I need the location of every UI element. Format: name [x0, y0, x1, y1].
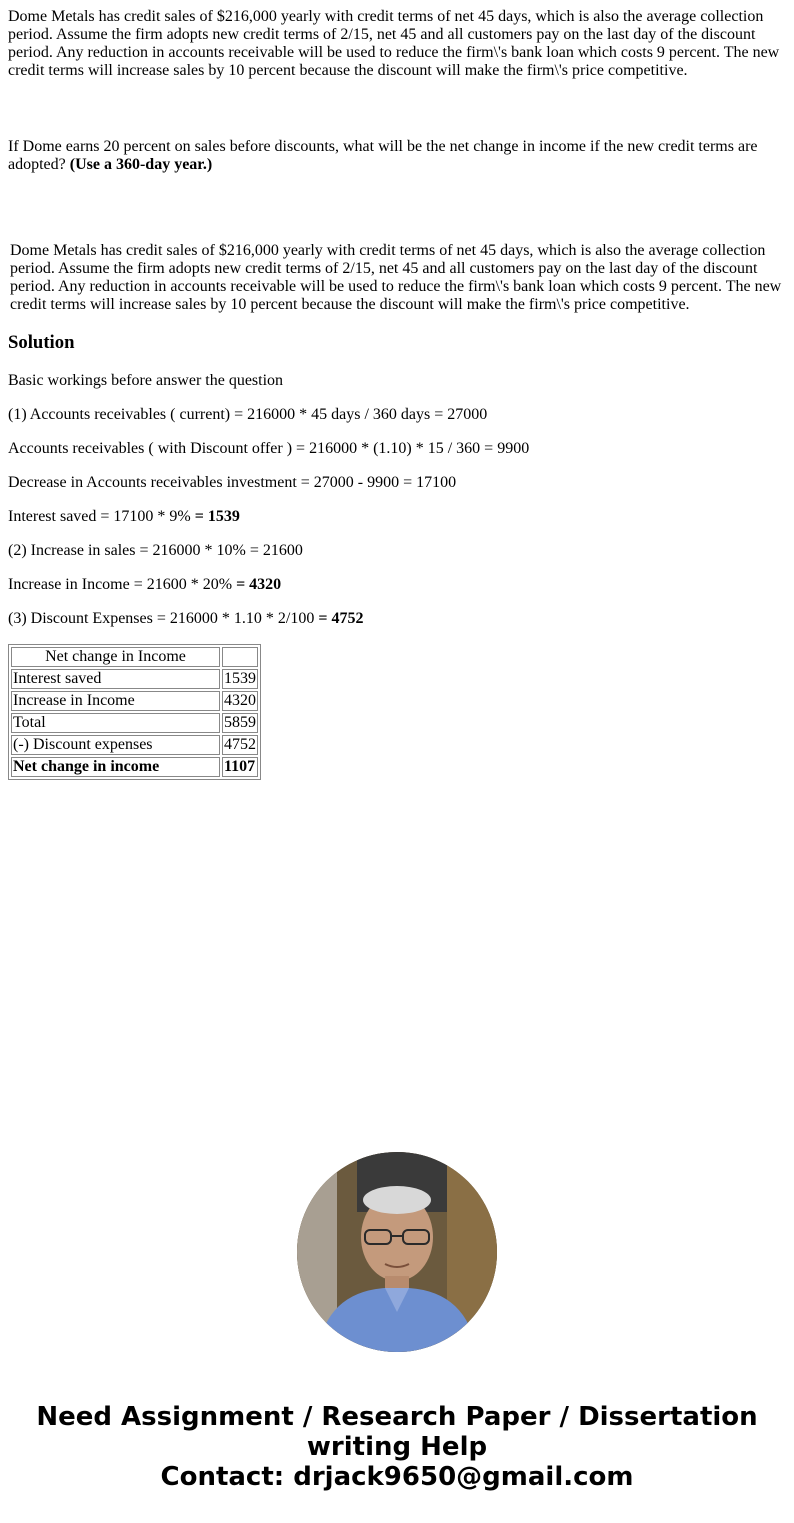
author-portrait-icon	[297, 1152, 497, 1352]
working-line: (1) Accounts receivables ( current) = 216000 * 45 days / 360 days = 27000	[8, 406, 488, 423]
promo-section	[0, 1152, 794, 1492]
table-cell-value: 4752	[224, 736, 256, 753]
author-avatar	[297, 1152, 497, 1352]
working-line: Interest saved = 17100 * 9% = 1539	[8, 508, 240, 525]
table-header-empty-cell	[222, 647, 258, 667]
promo-line-1: Need Assignment / Research Paper / Dissertation	[36, 1402, 758, 1432]
restated-question: Dome Metals has credit sales of $216,000 yearly with credit terms of net 45 days, which is also the average collection period. Assume the firm adopts new credit terms of 2/15, net 45 and all customers pay on the last day of the discount period. Any reduction in accounts receivable will be used to reduce the firm\'s bank loan which costs 9 percent. The new credit terms will increase sales by 10 percent because the discount will make the firm\'s price competitive.	[10, 242, 782, 313]
net-change-table	[8, 644, 261, 780]
table-cell-value: 1539	[224, 670, 256, 687]
table-row	[11, 713, 258, 733]
solution-heading: Solution	[8, 332, 75, 353]
table-row	[11, 735, 258, 755]
working-line: Increase in Income = 21600 * 20% = 4320	[8, 576, 282, 593]
table-row-total	[11, 757, 258, 777]
table-row	[11, 669, 258, 689]
table-header-row	[11, 647, 258, 667]
solution-intro: Basic workings before answer the question	[8, 372, 284, 389]
table-cell-label: Net change in income	[11, 757, 220, 777]
question-prompt	[8, 138, 786, 174]
promo-contact: Contact: drjack9650@gmail.com	[160, 1462, 634, 1492]
working-line: Accounts receivables ( with Discount offer ) = 216000 * (1.10) * 15 / 360 = 9900	[8, 440, 530, 457]
table-cell-label: (-) Discount expenses	[11, 735, 220, 755]
working-line: (3) Discount Expenses = 216000 * 1.10 * 2/100 = 4752	[8, 610, 364, 627]
table-cell-value: 4320	[224, 692, 256, 709]
promo-line-2: writing Help	[306, 1432, 488, 1462]
question-prompt-text: If Dome earns 20 percent on sales before discounts, what will be the net change in income if the new credit terms are adopted?	[8, 138, 758, 173]
table-cell-label: Interest saved	[11, 669, 220, 689]
table-cell-label: Total	[11, 713, 220, 733]
table-row	[11, 691, 258, 711]
promo-text	[0, 1402, 794, 1492]
question-paragraph: Dome Metals has credit sales of $216,000 yearly with credit terms of net 45 days, which is also the average collection period. Assume the firm adopts new credit terms of 2/15, net 45 and all customers pay on the last day of the discount period. Any reduction in accounts receivable will be used to reduce the firm\'s bank loan which costs 9 percent. The new credit terms will increase sales by 10 percent because the discount will make the firm\'s price competitive.	[8, 8, 780, 79]
table-cell-value: 5859	[224, 714, 256, 731]
working-line: (2) Increase in sales = 216000 * 10% = 21600	[8, 542, 303, 559]
question-prompt-note: (Use a 360-day year.)	[69, 156, 213, 173]
table-cell-label: Increase in Income	[11, 691, 220, 711]
working-line: Decrease in Accounts receivables investment = 27000 - 9900 = 17100	[8, 474, 457, 491]
table-cell-value: 1107	[222, 757, 258, 777]
table-header-cell: Net change in Income	[11, 647, 220, 667]
